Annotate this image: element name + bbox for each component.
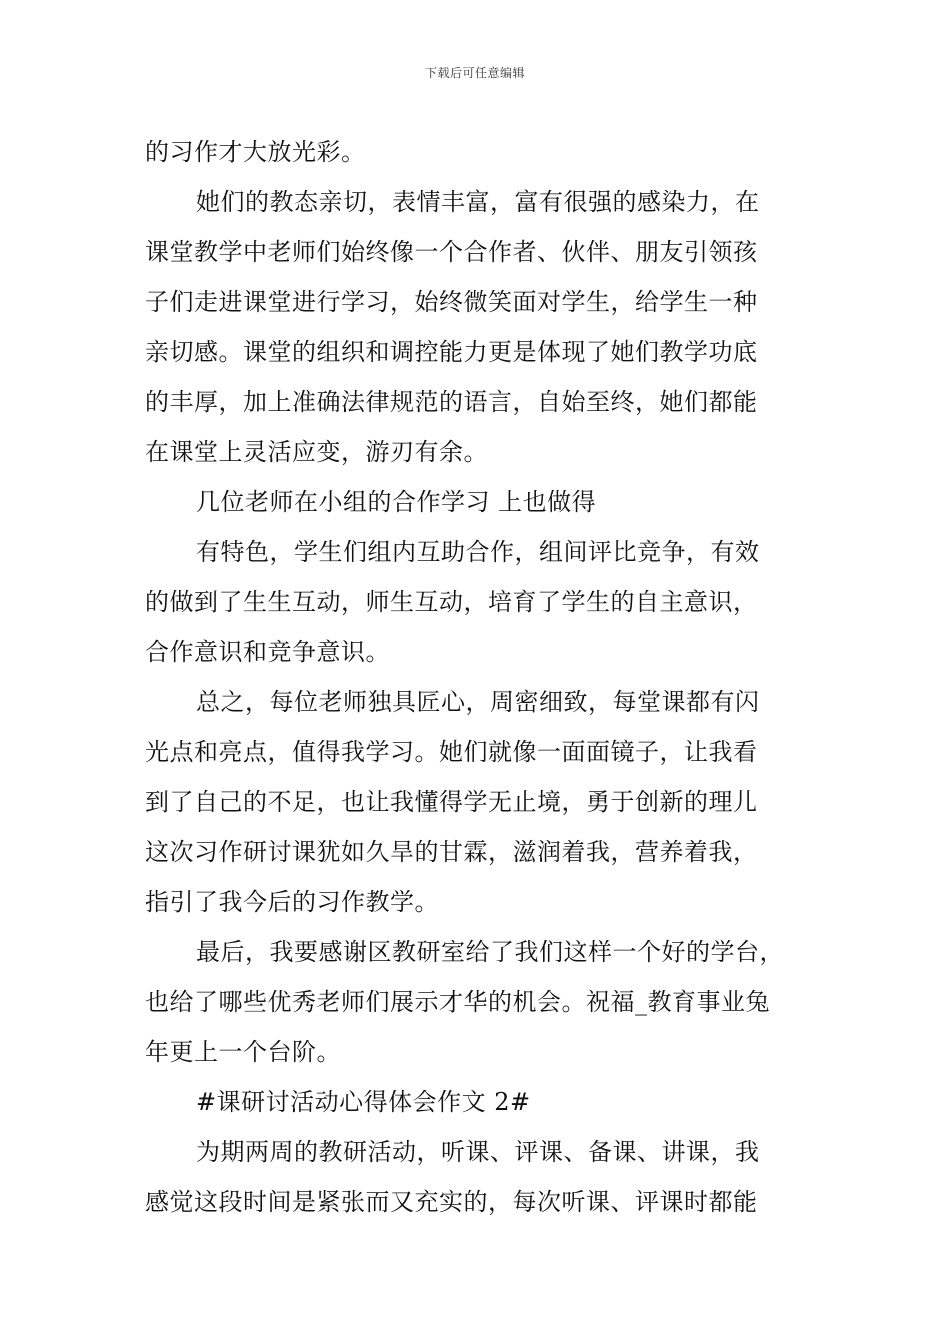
text-line: 感觉这段时间是紧张而又充实的，每次听课、评课时都能	[145, 1188, 758, 1216]
section-heading: #课研讨活动心得体会作文 2#	[196, 1088, 531, 1116]
page-header: 下载后可任意编辑	[424, 66, 525, 80]
text-line: 为期两周的教研活动，听课、评课、备课、讲课，我	[196, 1138, 760, 1166]
text-line: 光点和亮点，值得我学习。她们就像一面面镜子，让我看	[145, 738, 758, 766]
text-line: 课堂教学中老师们始终像一个合作者、伙伴、朋友引领孩	[145, 238, 758, 266]
text-line: 年更上一个台阶。	[145, 1038, 341, 1066]
text-line: 有特色，学生们组内互助合作，组间评比竞争，有效	[196, 538, 760, 566]
text-line: 的丰厚，加上准确法律规范的语言，自始至终，她们都能	[145, 388, 758, 416]
text-line: 到了自己的不足，也让我懂得学无止境，勇于创新的理儿	[145, 788, 758, 816]
text-line: 总之，每位老师独具匠心，周密细致，每堂课都有闪	[196, 688, 760, 716]
text-line: 子们走进课堂进行学习，始终微笑面对学生，给学生一种	[145, 288, 758, 316]
text-line: 合作意识和竞争意识。	[145, 638, 390, 666]
text-line: 指引了我今后的习作教学。	[145, 888, 439, 916]
text-line: 在课堂上灵活应变，游刃有余。	[145, 438, 488, 466]
text-line: 她们的教态亲切，表情丰富，富有很强的感染力，在	[196, 188, 760, 216]
text-line: 亲切感。课堂的组织和调控能力更是体现了她们教学功底	[145, 338, 758, 366]
text-line: 也给了哪些优秀老师们展示才华的机会。祝福_教育事业兔	[145, 988, 770, 1016]
document-body	[145, 127, 815, 1227]
text-line: 的做到了生生互动，师生互动，培育了学生的自主意识，	[145, 588, 758, 616]
text-line: 的习作才大放光彩。	[145, 138, 366, 166]
text-line: 几位老师在小组的合作学习 上也做得	[196, 488, 597, 516]
text-line: 最后，我要感谢区教研室给了我们这样一个好的学台，	[196, 938, 784, 966]
text-line: 这次习作研讨课犹如久旱的甘霖，滋润着我，营养着我，	[145, 838, 758, 866]
